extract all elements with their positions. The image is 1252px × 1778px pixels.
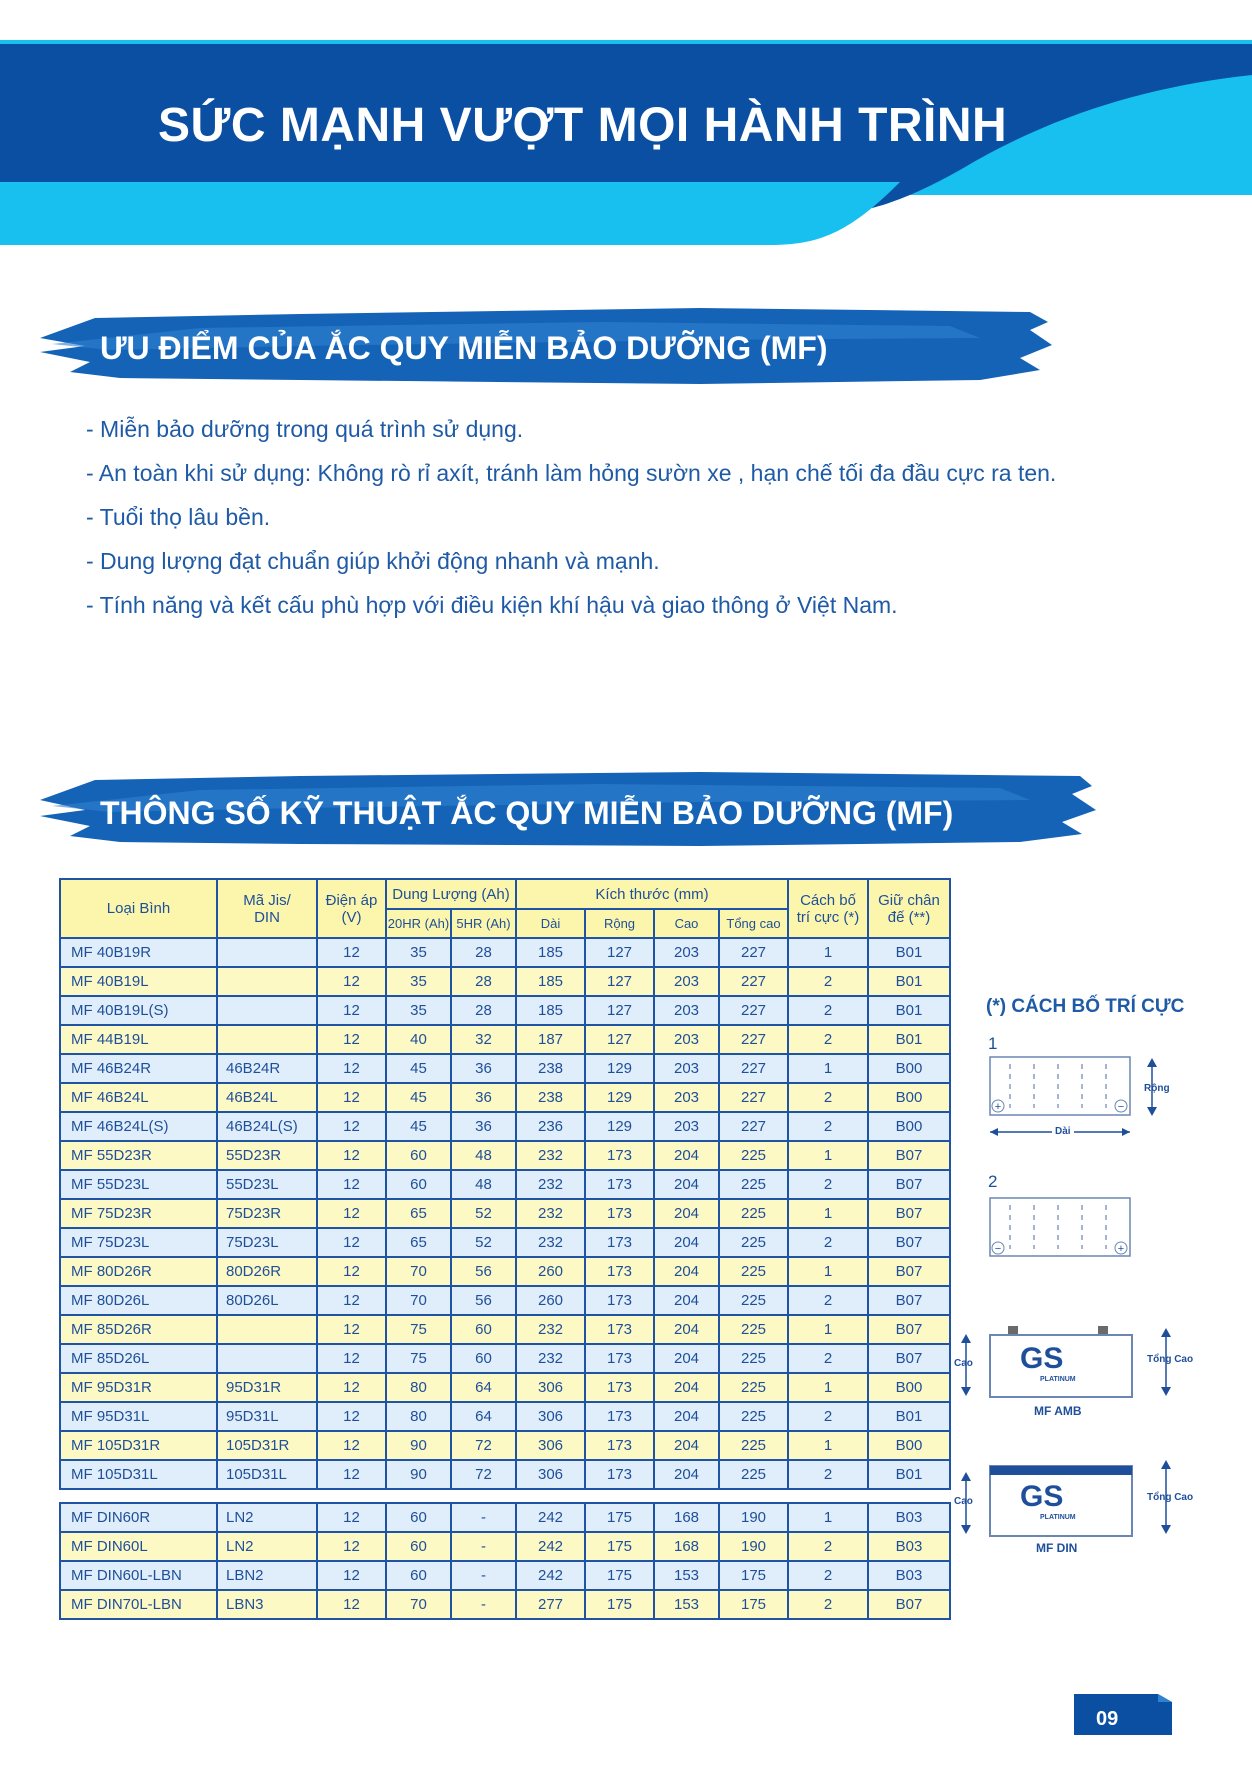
table-cell: 127 [585, 996, 654, 1025]
length-label: Dài [1052, 1126, 1074, 1137]
table-cell: 95D31L [217, 1402, 317, 1431]
table-cell: 2 [788, 1532, 868, 1561]
table-cell: 227 [719, 1083, 788, 1112]
table-cell: 203 [654, 1054, 719, 1083]
table-cell: 127 [585, 1025, 654, 1054]
table-cell: 36 [451, 1054, 516, 1083]
table-cell: B00 [868, 1112, 950, 1141]
table-cell: 36 [451, 1083, 516, 1112]
table-cell: 260 [516, 1286, 585, 1315]
table-cell: B03 [868, 1532, 950, 1561]
table-cell: 204 [654, 1315, 719, 1344]
layout-1-label: 1 [988, 1034, 998, 1053]
table-cell: 1 [788, 1315, 868, 1344]
table-cell: MF DIN60L [60, 1532, 217, 1561]
table-cell: 129 [585, 1112, 654, 1141]
table-cell: 12 [317, 1054, 386, 1083]
table-cell: 12 [317, 1141, 386, 1170]
table-cell: B07 [868, 1286, 950, 1315]
table-cell: 242 [516, 1532, 585, 1561]
table-cell: MF 40B19R [60, 938, 217, 967]
table-cell: 225 [719, 1431, 788, 1460]
table-cell: 2 [788, 1228, 868, 1257]
table-cell: 52 [451, 1199, 516, 1228]
table-cell: 173 [585, 1460, 654, 1489]
advantages-title: ƯU ĐIỂM CỦA ẮC QUY MIỄN BẢO DƯỠNG (MF) [100, 330, 828, 366]
amb-total-height-label: Tổng Cao [1147, 1354, 1194, 1365]
table-cell: 238 [516, 1054, 585, 1083]
table-cell: 2 [788, 1286, 868, 1315]
table-cell: B01 [868, 996, 950, 1025]
table-cell: 80D26R [217, 1257, 317, 1286]
table-cell: 48 [451, 1170, 516, 1199]
table-cell: 46B24R [217, 1054, 317, 1083]
table-cell: 173 [585, 1228, 654, 1257]
table-cell: B01 [868, 1402, 950, 1431]
table-cell: 1 [788, 1141, 868, 1170]
din-caption: MF DIN [1036, 1541, 1078, 1555]
header-hold: Giữ chân đế (**) [868, 879, 950, 938]
table-cell: 1 [788, 1503, 868, 1532]
table-cell: 204 [654, 1460, 719, 1489]
table-cell: 227 [719, 1054, 788, 1083]
table-cell: 65 [386, 1228, 451, 1257]
table-cell: MF 85D26L [60, 1344, 217, 1373]
table-cell: 1 [788, 1431, 868, 1460]
table-cell: B07 [868, 1344, 950, 1373]
table-cell: 175 [719, 1590, 788, 1619]
table-cell: 227 [719, 1112, 788, 1141]
header-capacity: Dung Lượng (Ah) [386, 879, 516, 909]
table-cell: 225 [719, 1141, 788, 1170]
table-cell: 1 [788, 1257, 868, 1286]
gs-logo-sub: PLATINUM [1040, 1514, 1076, 1521]
table-cell: 46B24L(S) [217, 1112, 317, 1141]
table-cell: B01 [868, 938, 950, 967]
table-cell: 225 [719, 1228, 788, 1257]
table-cell: 35 [386, 938, 451, 967]
page-number: 09 [1096, 1708, 1119, 1730]
table-cell: 75 [386, 1315, 451, 1344]
table-cell: 12 [317, 1083, 386, 1112]
table-cell: 32 [451, 1025, 516, 1054]
table-cell: 204 [654, 1431, 719, 1460]
header-cap20: 20HR (Ah) [386, 909, 451, 938]
svg-text:+: + [994, 1101, 1002, 1113]
table-cell: 225 [719, 1460, 788, 1489]
table-cell: 173 [585, 1431, 654, 1460]
table-cell: 56 [451, 1286, 516, 1315]
table-cell: 75 [386, 1344, 451, 1373]
table-cell: 90 [386, 1460, 451, 1489]
table-cell: 260 [516, 1257, 585, 1286]
table-cell: 203 [654, 938, 719, 967]
table-cell: - [451, 1590, 516, 1619]
header-dimensions: Kích thước (mm) [516, 879, 788, 909]
table-cell: 80D26L [217, 1286, 317, 1315]
table-cell: 12 [317, 967, 386, 996]
table-cell: 225 [719, 1373, 788, 1402]
table-cell: 1 [788, 1054, 868, 1083]
table-cell: 60 [451, 1344, 516, 1373]
table-cell: 127 [585, 938, 654, 967]
table-cell: B00 [868, 1373, 950, 1402]
gs-logo-sub: PLATINUM [1040, 1376, 1076, 1383]
table-cell: 2 [788, 1025, 868, 1054]
table-cell: MF 95D31L [60, 1402, 217, 1431]
table-cell: 55D23R [217, 1141, 317, 1170]
table-cell: 306 [516, 1460, 585, 1489]
gs-logo: GS [1020, 1480, 1064, 1513]
table-cell: 12 [317, 1199, 386, 1228]
table-cell: MF 40B19L(S) [60, 996, 217, 1025]
table-cell: 64 [451, 1373, 516, 1402]
table-cell: 185 [516, 996, 585, 1025]
advantage-item: - Dung lượng đạt chuẩn giúp khởi động nhanh và mạnh. [86, 548, 660, 574]
table-cell: 306 [516, 1402, 585, 1431]
table-cell: MF 80D26L [60, 1286, 217, 1315]
table-cell: 242 [516, 1561, 585, 1590]
table-cell: 12 [317, 938, 386, 967]
table-cell: 12 [317, 1561, 386, 1590]
table-cell: MF 55D23R [60, 1141, 217, 1170]
table-cell: 153 [654, 1590, 719, 1619]
table-cell: 232 [516, 1170, 585, 1199]
table-cell: MF 44B19L [60, 1025, 217, 1054]
table-cell: 187 [516, 1025, 585, 1054]
header-type: Loại Bình [60, 879, 217, 938]
table-cell: 2 [788, 1344, 868, 1373]
table-cell: LBN3 [217, 1590, 317, 1619]
table-cell: 70 [386, 1257, 451, 1286]
table-cell: 60 [386, 1561, 451, 1590]
table-cell: 60 [386, 1170, 451, 1199]
table-cell: 2 [788, 1112, 868, 1141]
table-cell: 173 [585, 1402, 654, 1431]
table-cell: 232 [516, 1141, 585, 1170]
table-cell: 2 [788, 996, 868, 1025]
gs-logo: GS [1020, 1342, 1064, 1375]
table-cell: 242 [516, 1503, 585, 1532]
table-cell: 203 [654, 967, 719, 996]
table-cell: 203 [654, 1025, 719, 1054]
table-cell: B03 [868, 1503, 950, 1532]
table-cell: B00 [868, 1083, 950, 1112]
table-cell: 204 [654, 1141, 719, 1170]
table-cell: B01 [868, 967, 950, 996]
table-cell: 60 [386, 1532, 451, 1561]
table-cell: 185 [516, 967, 585, 996]
table-cell: 75D23L [217, 1228, 317, 1257]
table-cell: MF 46B24L [60, 1083, 217, 1112]
table-cell: B03 [868, 1561, 950, 1590]
header-jis: Mã Jis/ DIN [217, 879, 317, 938]
table-cell: 60 [451, 1315, 516, 1344]
table-cell: 173 [585, 1315, 654, 1344]
table-cell: 35 [386, 996, 451, 1025]
table-cell: 168 [654, 1532, 719, 1561]
table-cell: 190 [719, 1532, 788, 1561]
table-cell: 2 [788, 1561, 868, 1590]
table-cell: 12 [317, 1373, 386, 1402]
svg-text:+: + [1117, 1243, 1125, 1255]
table-cell: 55D23L [217, 1170, 317, 1199]
table-cell: B07 [868, 1228, 950, 1257]
table-cell: 236 [516, 1112, 585, 1141]
table-cell: 232 [516, 1315, 585, 1344]
table-cell: MF DIN70L-LBN [60, 1590, 217, 1619]
table-cell: 35 [386, 967, 451, 996]
table-cell: 45 [386, 1054, 451, 1083]
svg-text:−: − [1117, 1101, 1125, 1113]
table-cell: 175 [585, 1590, 654, 1619]
table-cell: MF 95D31R [60, 1373, 217, 1402]
header-layout: Cách bố trí cực (*) [788, 879, 868, 938]
header-length: Dài [516, 909, 585, 938]
table-cell: 45 [386, 1112, 451, 1141]
table-cell: 175 [585, 1532, 654, 1561]
table-cell: 36 [451, 1112, 516, 1141]
table-cell: 204 [654, 1344, 719, 1373]
header-cap5: 5HR (Ah) [451, 909, 516, 938]
table-cell: 72 [451, 1460, 516, 1489]
table-cell: B07 [868, 1257, 950, 1286]
table-cell: MF 75D23L [60, 1228, 217, 1257]
table-cell: 203 [654, 1112, 719, 1141]
table-cell: 306 [516, 1431, 585, 1460]
table-cell: B07 [868, 1141, 950, 1170]
table-cell: 175 [585, 1503, 654, 1532]
table-cell: 48 [451, 1141, 516, 1170]
table-cell: B00 [868, 1431, 950, 1460]
table-cell: 80 [386, 1373, 451, 1402]
table-cell: 105D31L [217, 1460, 317, 1489]
header-voltage: Điện áp (V) [317, 879, 386, 938]
amb-caption: MF AMB [1034, 1404, 1082, 1418]
table-cell: 65 [386, 1199, 451, 1228]
table-cell: 12 [317, 1025, 386, 1054]
table-cell: LBN2 [217, 1561, 317, 1590]
table-cell: 204 [654, 1170, 719, 1199]
table-cell: 225 [719, 1170, 788, 1199]
table-cell: 232 [516, 1344, 585, 1373]
table-cell: 227 [719, 938, 788, 967]
table-cell: 12 [317, 1431, 386, 1460]
table-cell: 28 [451, 938, 516, 967]
table-cell: MF 40B19L [60, 967, 217, 996]
table-cell: 56 [451, 1257, 516, 1286]
table-cell: 204 [654, 1373, 719, 1402]
table-cell: 12 [317, 1170, 386, 1199]
table-cell: 40 [386, 1025, 451, 1054]
table-cell: MF DIN60L-LBN [60, 1561, 217, 1590]
table-cell: 175 [585, 1561, 654, 1590]
amb-height-label: Cao [954, 1358, 973, 1369]
table-cell: 168 [654, 1503, 719, 1532]
table-cell: MF DIN60R [60, 1503, 217, 1532]
table-cell: 204 [654, 1228, 719, 1257]
table-cell: 12 [317, 1344, 386, 1373]
table-cell: 2 [788, 1170, 868, 1199]
table-cell: - [451, 1503, 516, 1532]
table-cell: 12 [317, 1503, 386, 1532]
table-cell: 12 [317, 1532, 386, 1561]
page-title: SỨC MẠNH VƯỢT MỌI HÀNH TRÌNH [158, 99, 1008, 152]
table-cell: B07 [868, 1315, 950, 1344]
table-cell: 2 [788, 1590, 868, 1619]
table-cell: 306 [516, 1373, 585, 1402]
table-cell: 173 [585, 1199, 654, 1228]
table-cell: - [451, 1561, 516, 1590]
table-cell: 12 [317, 996, 386, 1025]
table-cell: 204 [654, 1402, 719, 1431]
table-cell: 232 [516, 1199, 585, 1228]
header-total-height: Tổng cao [719, 909, 788, 938]
layout-2-label: 2 [988, 1172, 998, 1191]
table-cell: MF 105D31L [60, 1460, 217, 1489]
table-cell: 1 [788, 938, 868, 967]
table-cell: 190 [719, 1503, 788, 1532]
table-cell: 2 [788, 1460, 868, 1489]
table-cell: B01 [868, 1025, 950, 1054]
table-cell: MF 75D23R [60, 1199, 217, 1228]
table-cell: 277 [516, 1590, 585, 1619]
table-cell: 105D31R [217, 1431, 317, 1460]
svg-text:−: − [994, 1243, 1002, 1255]
table-cell: 227 [719, 1025, 788, 1054]
table-cell: 129 [585, 1083, 654, 1112]
table-cell: B00 [868, 1054, 950, 1083]
table-cell: 173 [585, 1257, 654, 1286]
table-cell: 12 [317, 1402, 386, 1431]
table-cell: 46B24L [217, 1083, 317, 1112]
width-label: Rộng [1144, 1083, 1170, 1094]
table-cell: 173 [585, 1344, 654, 1373]
table-cell: B07 [868, 1199, 950, 1228]
table-cell: 12 [317, 1286, 386, 1315]
table-cell: 153 [654, 1561, 719, 1590]
header-width: Rộng [585, 909, 654, 938]
advantage-item: - An toàn khi sử dụng: Không rò rỉ axít, tránh làm hỏng sườn xe , hạn chế tối đa đầu cực ra ten. [86, 460, 1057, 486]
table-cell: 12 [317, 1228, 386, 1257]
table-cell: 72 [451, 1431, 516, 1460]
table-cell: - [451, 1532, 516, 1561]
table-cell: 173 [585, 1141, 654, 1170]
advantage-item: - Tuổi thọ lâu bền. [86, 504, 271, 530]
table-cell: 225 [719, 1286, 788, 1315]
table-cell: 204 [654, 1199, 719, 1228]
table-cell: 129 [585, 1054, 654, 1083]
table-cell: 127 [585, 967, 654, 996]
advantage-item: - Miễn bảo dưỡng trong quá trình sử dụng. [86, 416, 524, 442]
table-cell: 52 [451, 1228, 516, 1257]
table-cell: 175 [719, 1561, 788, 1590]
table-cell: 225 [719, 1315, 788, 1344]
table-cell: 227 [719, 967, 788, 996]
table-cell: 95D31R [217, 1373, 317, 1402]
table-cell: 203 [654, 996, 719, 1025]
table-cell: MF 80D26R [60, 1257, 217, 1286]
table-cell: 70 [386, 1286, 451, 1315]
table-cell: B07 [868, 1590, 950, 1619]
din-height-label: Cao [954, 1496, 973, 1507]
table-cell: 204 [654, 1257, 719, 1286]
table-cell: MF 46B24L(S) [60, 1112, 217, 1141]
table-cell: 1 [788, 1199, 868, 1228]
table-cell: MF 55D23L [60, 1170, 217, 1199]
table-cell: 185 [516, 938, 585, 967]
table-cell: 173 [585, 1170, 654, 1199]
table-cell: 227 [719, 996, 788, 1025]
table-cell: 80 [386, 1402, 451, 1431]
din-total-height-label: Tổng Cao [1147, 1492, 1194, 1503]
layout-diagram-title: (*) CÁCH BỐ TRÍ CỰC [986, 996, 1185, 1017]
advantage-item: - Tính năng và kết cấu phù hợp với điều kiện khí hậu và giao thông ở Việt Nam. [86, 592, 898, 618]
table-cell: 12 [317, 1460, 386, 1489]
table-cell: 12 [317, 1590, 386, 1619]
table-cell: 90 [386, 1431, 451, 1460]
table-cell: 12 [317, 1257, 386, 1286]
table-cell: 225 [719, 1199, 788, 1228]
table-cell: LN2 [217, 1503, 317, 1532]
table-cell: 2 [788, 967, 868, 996]
table-cell: 238 [516, 1083, 585, 1112]
table-cell: B01 [868, 1460, 950, 1489]
table-cell: LN2 [217, 1532, 317, 1561]
table-cell: 12 [317, 1315, 386, 1344]
table-cell: 203 [654, 1083, 719, 1112]
table-cell: 232 [516, 1228, 585, 1257]
table-cell: 28 [451, 967, 516, 996]
table-cell: MF 105D31R [60, 1431, 217, 1460]
table-cell: 64 [451, 1402, 516, 1431]
table-cell: 225 [719, 1257, 788, 1286]
table-cell: 60 [386, 1141, 451, 1170]
table-cell: 225 [719, 1344, 788, 1373]
table-cell: 2 [788, 1402, 868, 1431]
table-cell: 45 [386, 1083, 451, 1112]
table-cell: 2 [788, 1083, 868, 1112]
table-cell: MF 85D26R [60, 1315, 217, 1344]
table-cell: 173 [585, 1373, 654, 1402]
table-cell: 225 [719, 1402, 788, 1431]
table-cell: 28 [451, 996, 516, 1025]
table-cell: 60 [386, 1503, 451, 1532]
table-cell: B07 [868, 1170, 950, 1199]
table-cell: 1 [788, 1373, 868, 1402]
table-cell: 173 [585, 1286, 654, 1315]
header-height: Cao [654, 909, 719, 938]
table-cell: MF 46B24R [60, 1054, 217, 1083]
table-cell: 70 [386, 1590, 451, 1619]
table-cell: 12 [317, 1112, 386, 1141]
table-cell: 75D23R [217, 1199, 317, 1228]
table-cell: 204 [654, 1286, 719, 1315]
specs-title: THÔNG SỐ KỸ THUẬT ẮC QUY MIỄN BẢO DƯỠNG (MF) [100, 795, 954, 831]
